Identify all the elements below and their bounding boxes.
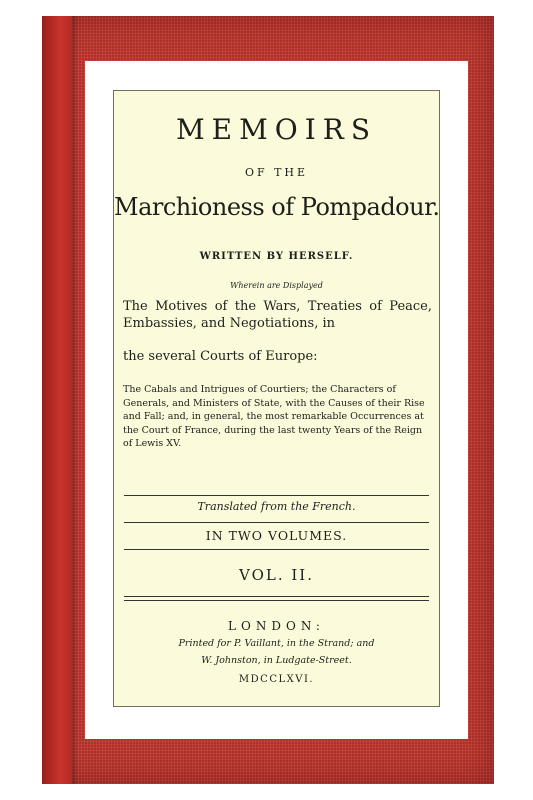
motives-last-line: the several Courts of Europe: — [123, 349, 318, 364]
title-page — [113, 90, 440, 707]
written-by: WRITTEN BY HERSELF. — [199, 251, 354, 262]
volume-count: IN TWO VOLUMES. — [205, 528, 348, 543]
subject-name: Marchioness of Pompadour. — [114, 193, 440, 221]
imprint-city: LONDON: — [228, 619, 325, 633]
cabals-text: The Cabals and Intrigues of Courtiers; the Characters of Generals, and Ministers of State, with the Causes of their Rise and Fall; and, in general, the most remarkable Occurrences at the Court of France, during the last twenty Years of the Reign of Lewis XV. — [123, 384, 425, 449]
volume-number: VOL. II. — [239, 566, 314, 584]
translated-from: Translated from the French. — [197, 500, 356, 513]
imprint-year: MDCCLXVI. — [238, 674, 315, 685]
double-rule-top — [124, 596, 429, 597]
wherein-displayed: Wherein are Displayed — [230, 281, 323, 290]
motives-text: The Motives of the Wars, Treaties of Peace, Embassies, and Negotiations, in — [123, 299, 432, 331]
double-rule-bottom — [124, 600, 429, 601]
imprint-line-2: W. Johnston, in Ludgate-Street. — [201, 655, 352, 666]
of-the: OF THE — [244, 166, 309, 179]
title-memoirs: MEMOIRS — [175, 113, 378, 146]
spine-fold-shadow — [72, 16, 78, 784]
divider-rule — [124, 549, 429, 550]
divider-rule — [124, 495, 429, 496]
divider-rule — [124, 522, 429, 523]
imprint-line-1: Printed for P. Vaillant, in the Strand; and — [178, 638, 375, 649]
book-spine — [42, 16, 72, 784]
